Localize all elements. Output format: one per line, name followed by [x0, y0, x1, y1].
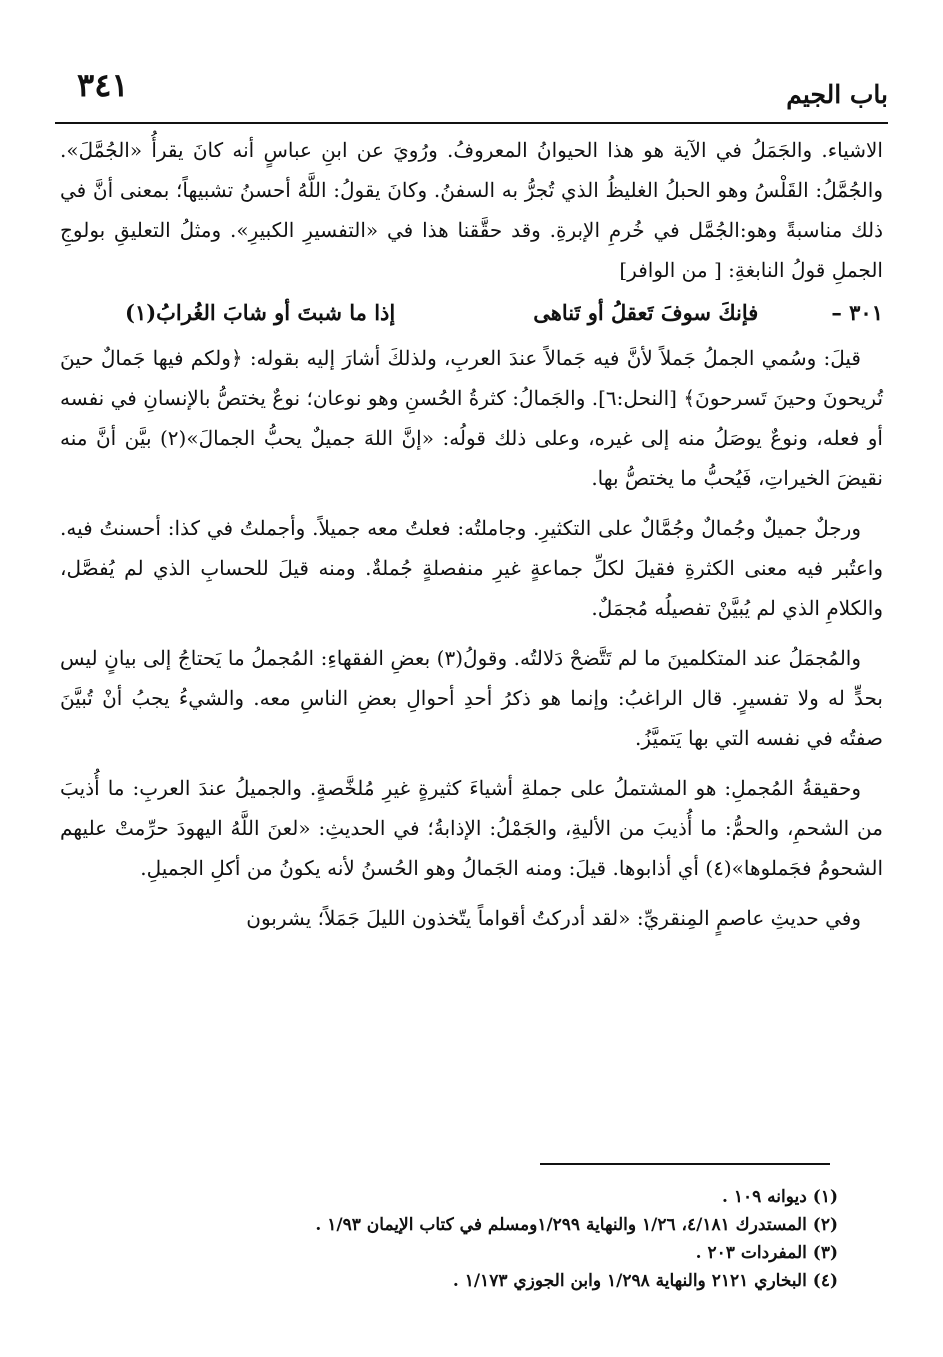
paragraph-1: الاشياء. والجَمَلُ في الآية هو هذا الحيوانُ المعروفُ. ورُويَ عن ابنِ عباسٍ أنه كانَ يقرأُ «الجُمَّلَ». والجُمَّلُ: القَلْسُ وهو الحبلُ الغليظُ الذي تُجرُّ به السفنُ. وكانَ يقولُ: اللَّهُ أحسنُ تشبيهاً؛ بمعنى أنَّ في ذلك مناسبةً وهو:الجُمَّل في خُرمِ الإبرةِ. وقد حقَّقنا هذا في «التفسيرِ الكبيرِ». ومثلُ التعليقِ بولوجِ الجملِ قولُ النابغةِ: [ من الوافر] — [60, 138, 883, 282]
verse-first-hemistich: فإنكَ سوفَ تَعقلُ أو تَناهى — [533, 300, 759, 325]
footnote-1: (١) ديوانه ١٠٩ . — [722, 1187, 838, 1207]
footnotes — [118, 1183, 838, 1295]
verse-second-hemistich: إذا ما شبتَ أو شابَ الغُرابُ(١) — [125, 300, 396, 325]
paragraph-5: وحقيقةُ المُجملِ: هو المشتملُ على جملةِ أشياءَ كثيرةٍ غيرِ مُلخَّصةٍ. والجميلُ عندَ العربِ: ما أُذيبَ من الشحمِ، والحمُّ: ما أُذيبَ من الأليةِ، والجَمْلُ: الإذابةُ؛ في الحديثِ: «لعنَ اللَّهُ اليهودَ حرِّمتْ عليهم الشحومُ فجَملوها»(٤) أي أذابوها. قيلَ: ومنه الجَمالُ وهو الحُسنُ لأنه يكونُ من أكلِ الجميلِ. — [60, 776, 883, 880]
page-header — [55, 62, 888, 124]
footnote-4: (٤) البخاري ٢١٢١ والنهاية ١/٢٩٨ وابن الجوزي ١/١٧٣ . — [452, 1271, 838, 1291]
paragraph-3: ورجلٌ جميلٌ وجُمالٌ وجُمَّالٌ على التكثيرِ. وجاملتُه: فعلتُ معه جميلاً. وأجملتُ في كذا: أحسنتُ فيه. واعتُبر فيه معنى الكثرةِ فقيلَ لكلِّ جماعةٍ غيرِ منفصلةٍ جُملةٌ. ومنه قيلَ للحسابِ الذي لم يُفصَّل، والكلامِ الذي لم يُبيَّنْ تفصيلُه مُجمَلٌ. — [60, 516, 883, 620]
chapter-title: باب الجيم — [786, 80, 888, 109]
footnote-2: (٢) المستدرك ٤/١٨١، ١/٢٦ والنهاية ١/٢٩٩ومسلم في كتاب الإيمان ١/٩٣ . — [315, 1215, 838, 1235]
paragraph-4: والمُجمَلُ عند المتكلمينَ ما لم تَتَّضحْ دَلالتُه. وقولُ(٣) بعضِ الفقهاءِ: المُجملُ ما يَحتاجُ إلى بيانٍ ليس بحدٍّ له ولا تفسيرٍ. قال الراغبُ: وإنما هو ذكرُ أحدِ أحوالِ بعضِ الناسِ معه. والشيءُ يجبُ أنْ تُبيَّنَ صفتُه في نفسه التي بها يَتميَّزُ. — [60, 646, 883, 750]
paragraph-6: وفي حديثِ عاصمٍ المِنقريِّ: «لقد أدركتُ أقواماً يتّخذون الليلَ جَمَلاً؛ يشربون — [246, 906, 861, 930]
page-number: ٣٤١ — [77, 66, 129, 104]
footnote-3: (٣) المفردات ٢٠٣ . — [695, 1243, 838, 1263]
page-body — [60, 130, 883, 938]
footnote-divider — [540, 1163, 830, 1165]
verse-number: ٣٠١ – — [831, 300, 883, 325]
poetry-verse — [60, 294, 883, 332]
paragraph-2: قيلَ: وسُمي الجملُ جَملاً لأنَّ فيه جَمالاً عندَ العربِ، ولذلكَ أشارَ إليه بقوله: ﴿ولكم فيها جَمالٌ حينَ تُريحونَ وحينَ تَسرحونَ﴾ [النحل:٦]. والجَمالُ: كثرةُ الحُسنِ وهو نوعان؛ نوعٌ يختصُّ بالإنسانِ في نفسه أو فعله، ونوعٌ يوصَلُ منه إلى غيره، وعلى ذلك قولُه: «إنَّ اللهَ جميلٌ يحبُّ الجمالَ»(٢) بيَّن أنَّ منه نقيضَ الخيراتِ، فَيُحبُّ ما يختصُّ بها. — [60, 346, 884, 490]
